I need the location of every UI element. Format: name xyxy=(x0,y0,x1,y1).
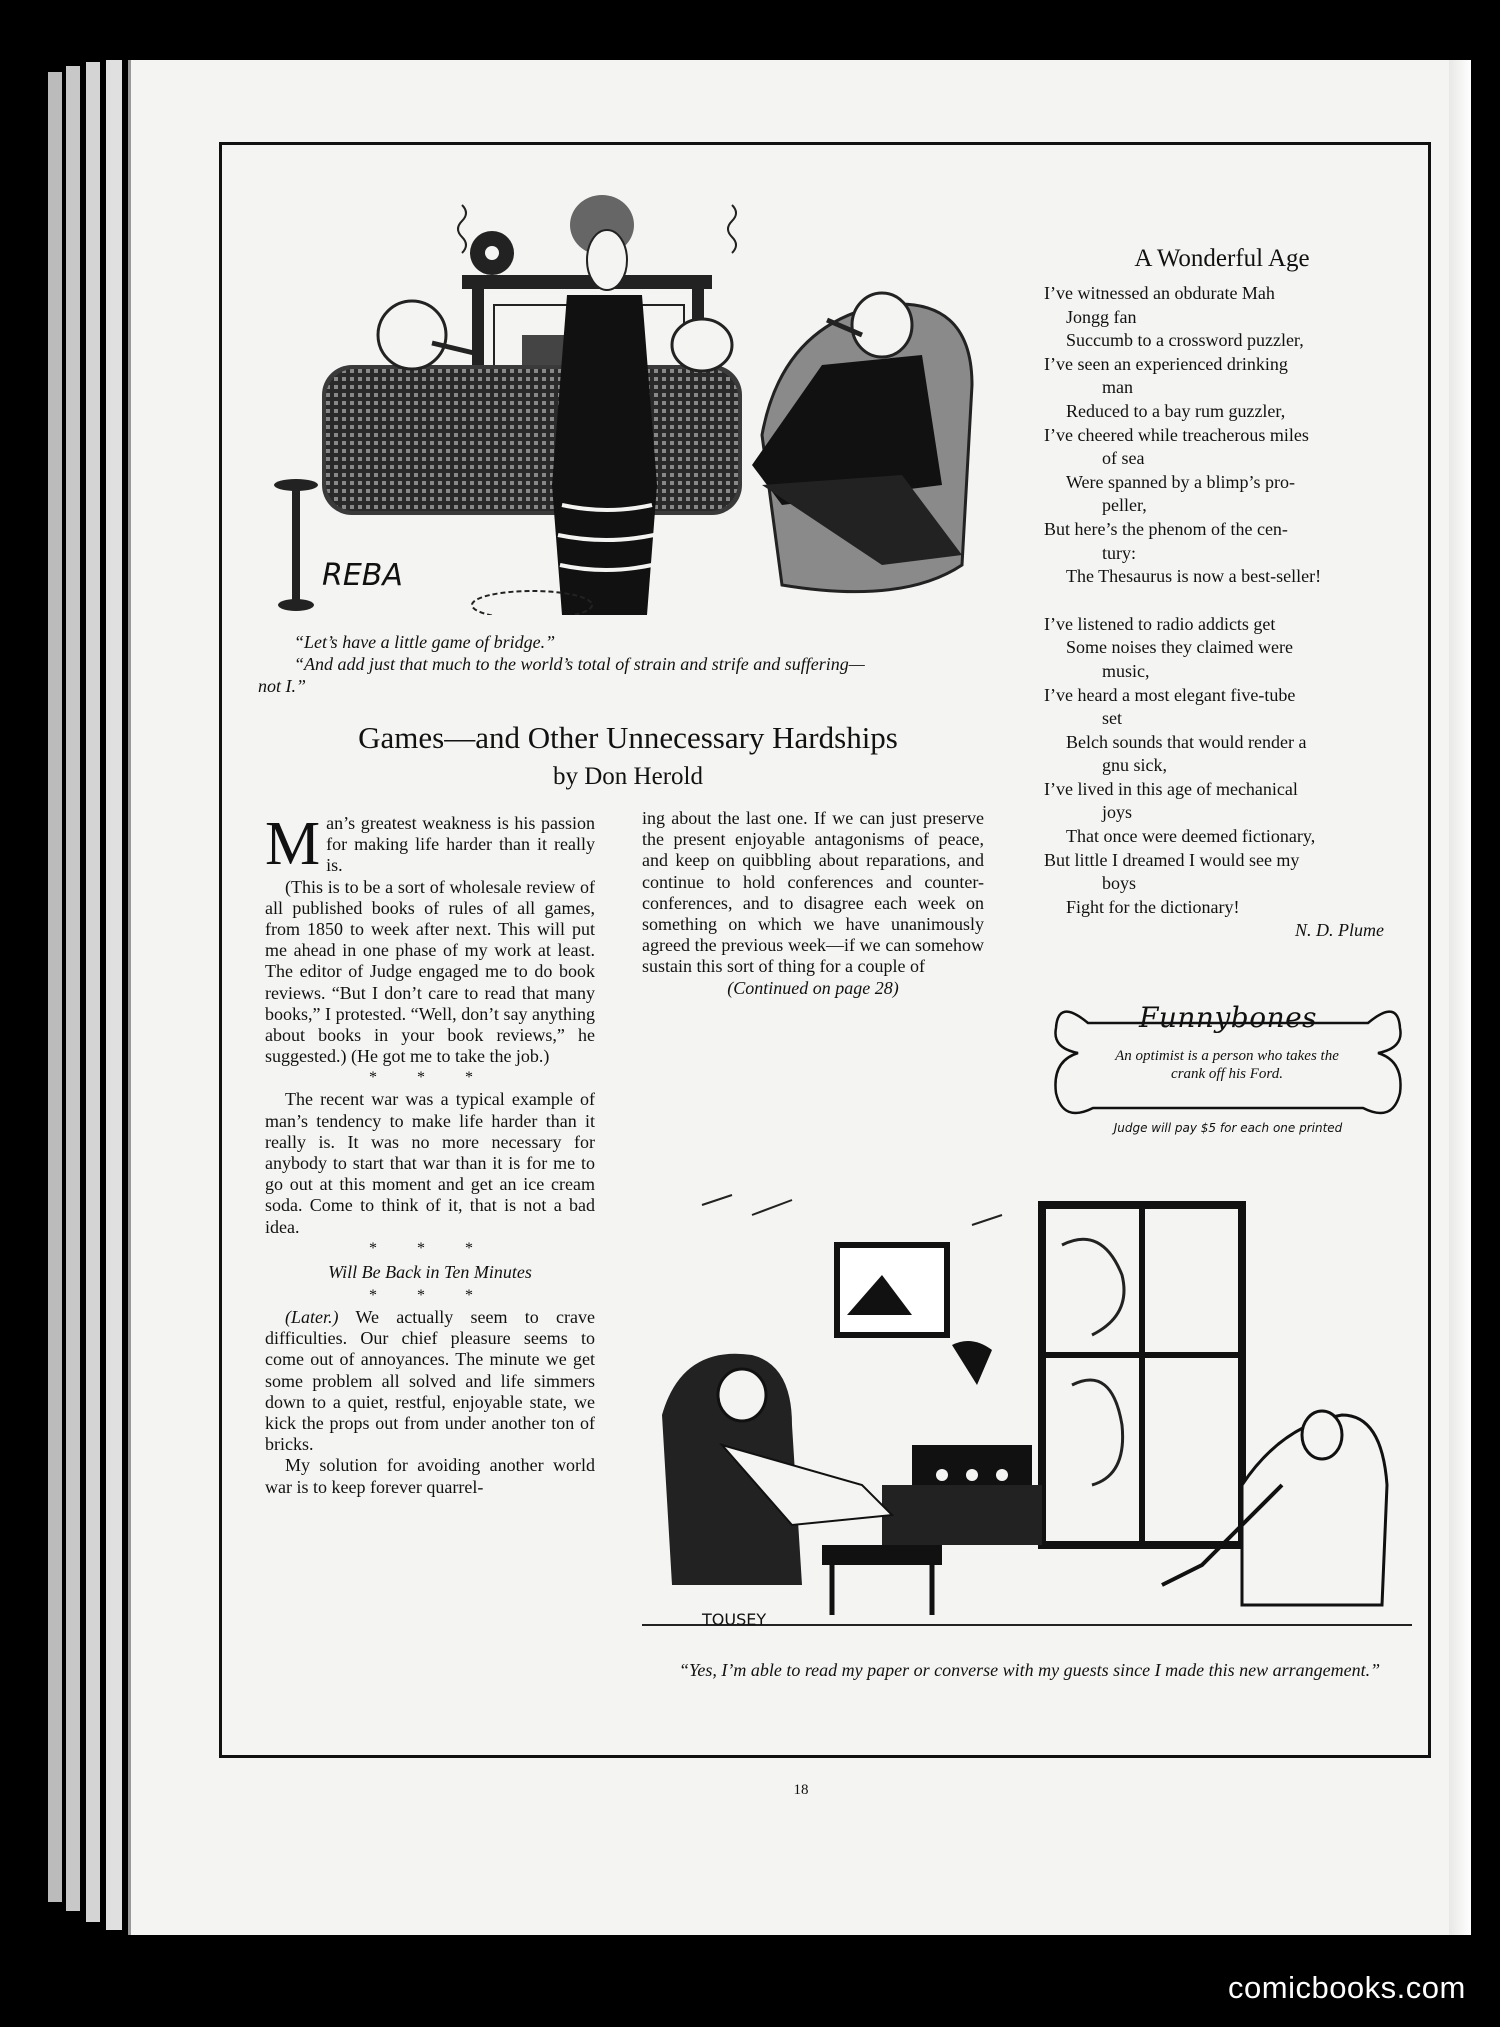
poem-line: gnu sick, xyxy=(1102,755,1167,776)
caption-line: not I.” xyxy=(258,676,307,696)
poem-body xyxy=(1044,282,1414,943)
caption-line: “And add just that much to the world’s total of strain and strife and suffering— xyxy=(294,654,865,674)
funnybones-joke: An optimist is a person who takes the crank off his Ford. xyxy=(1115,1048,1339,1082)
page-number: 18 xyxy=(793,1782,809,1798)
funnybones-title: Funnybones xyxy=(1138,1001,1318,1034)
article-column-1 xyxy=(265,810,595,1498)
content-frame xyxy=(219,142,1431,1758)
paragraph-text: an’s greatest weakness is his passion for making life harder than it really is. xyxy=(326,813,595,876)
cartoon-signature: REBA xyxy=(322,558,403,593)
paragraph: The recent war was a typical example of man’s tendency to make life harder than it really is. It was no more necessary for anybody to start that war than it is for me to go out at this moment and get an ice cream soda. Come to think of it, that is not a bad idea. xyxy=(265,1089,595,1237)
poem-line: Jongg fan xyxy=(1066,306,1137,327)
paragraph-text: We actually seem to crave difficulties. Our chief pleasure seems to come out of annoyances. The minute we get some problem all solved and life simmers down to a quiet, restful, enjoyable state, we kick the props out from under another ton of bricks. xyxy=(265,1307,595,1455)
poem-line: The Thesaurus is now a best-seller! xyxy=(1066,566,1322,587)
section-separator: * * * xyxy=(369,1069,491,1087)
poem-line: boys xyxy=(1102,873,1137,894)
page-edge xyxy=(48,72,62,1902)
poem-line: That once were deemed fictionary, xyxy=(1066,826,1316,847)
top-cartoon-caption xyxy=(258,631,998,697)
page-edge xyxy=(106,60,122,1930)
cartoon-signature: TOUSEY xyxy=(702,1610,767,1629)
poem-line: I’ve witnessed an obdurate Mah xyxy=(1044,283,1275,303)
poem-line: man xyxy=(1102,377,1133,398)
article-byline: by Don Herold xyxy=(553,763,703,790)
paragraph: (This is to be a sort of wholesale review of all published books of rules of all games, from 1850 to week after next. This will put me ahead in one phase of my work at least. The editor of Judge engaged me to do book reviews. “But I don’t care to read that many books,” I protested. “Well, don’t say anything about books in your book reviews,” he suggested.) (He got me to take the job.) xyxy=(265,876,595,1067)
continued-note: (Continued on page 28) xyxy=(727,977,899,998)
subheading: Will Be Back in Ten Minutes xyxy=(328,1261,532,1282)
paragraph: My solution for avoiding another world war is to keep forever quarrel- xyxy=(265,1455,595,1497)
poem-line: But little I dreamed I would see my xyxy=(1044,849,1300,870)
paragraph xyxy=(265,1307,595,1455)
magazine-page xyxy=(128,60,1471,1935)
page-edge xyxy=(86,62,100,1922)
poem-line: I’ve seen an experienced drinking xyxy=(1044,353,1288,374)
poem-line: Were spanned by a blimp’s pro- xyxy=(1066,471,1295,492)
drop-cap: M xyxy=(265,810,321,878)
poem-line: joys xyxy=(1102,802,1133,823)
poem-line: peller, xyxy=(1102,495,1147,516)
radio-cartoon-illustration xyxy=(642,1185,1412,1645)
later-label: (Later.) xyxy=(285,1307,339,1328)
opening-paragraph xyxy=(265,810,595,878)
article-column-2 xyxy=(642,808,984,999)
page-edge xyxy=(66,66,80,1911)
bridge-cartoon-illustration xyxy=(262,185,1032,615)
poem-line: Succumb to a crossword puzzler, xyxy=(1066,330,1304,351)
poem-line: I’ve cheered while treacherous miles xyxy=(1044,424,1309,445)
poem-signature: N. D. Plume xyxy=(1295,920,1384,941)
poem-title: A Wonderful Age xyxy=(1134,245,1310,272)
article-title: Games—and Other Unnecessary Hardships xyxy=(358,720,898,755)
site-watermark: comicbooks.com xyxy=(1228,1970,1466,2005)
poem-line: I’ve heard a most elegant five-tube xyxy=(1044,684,1296,705)
section-separator: * * * xyxy=(369,1287,491,1305)
poem-line: I’ve listened to radio addicts get xyxy=(1044,613,1276,634)
paragraph: ing about the last one. If we can just preserve the present enjoyable antagonisms of peace, and keep on quibbling about reparations, and continue to hold conferences and counter-conferences, and to disagree each week on something on which we have unanimously agreed the previous week—if we can somehow sustain this sort of thing for a couple of xyxy=(642,808,984,977)
poem-line: Belch sounds that would render a xyxy=(1066,731,1307,752)
poem-line: I’ve lived in this age of mechanical xyxy=(1044,778,1298,799)
caption-line: “Let’s have a little game of bridge.” xyxy=(294,632,556,652)
poem-line: set xyxy=(1102,708,1122,729)
bottom-cartoon-caption: “Yes, I’m able to read my paper or converse with my guests since I made this new arrangement.” xyxy=(679,1660,1381,1680)
poem-line: music, xyxy=(1102,660,1150,681)
poem-line: Reduced to a bay rum guzzler, xyxy=(1066,400,1286,421)
poem-line: tury: xyxy=(1102,542,1136,563)
poem-line: Fight for the dictionary! xyxy=(1066,896,1240,917)
section-separator: * * * xyxy=(369,1239,491,1257)
funnybones-footer: Judge will pay $5 for each one printed xyxy=(1113,1121,1343,1135)
poem-line: But here’s the phenom of the cen- xyxy=(1044,518,1288,539)
poem-line: of sea xyxy=(1102,448,1145,469)
poem-line: Some noises they claimed were xyxy=(1066,637,1293,658)
